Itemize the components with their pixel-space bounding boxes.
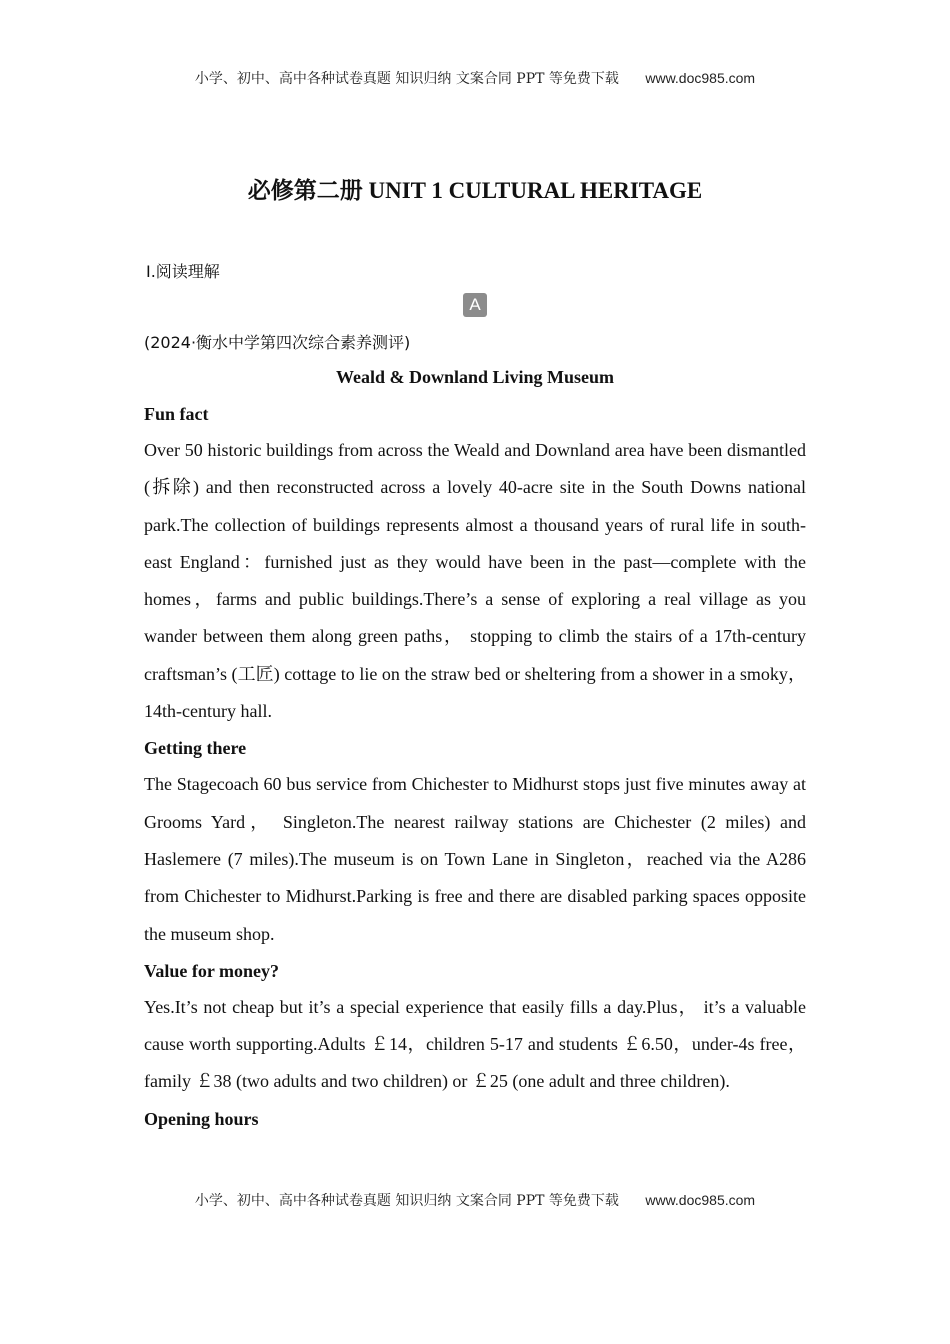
passage-title: Weald & Downland Living Museum	[335, 367, 615, 387]
heading-getting-there: Getting there	[144, 738, 247, 759]
page-footer	[0, 1190, 950, 1210]
passage-badge: A	[463, 293, 487, 317]
page-title: 必修第二册 UNIT 1 CULTURAL HERITAGE	[247, 178, 703, 203]
paragraph-fun-fact: Over 50 historic buildings from across the Weald and Downland area have been dismantled (拆除) and then reconstructed across a lovely 40-acre site in the South Downs national park.The collection of buildings represents almost a thousand years of rural life in south-east England：furnished just as they would have been in the past—complete with the homes，farms and public buildings.There’s a sense of exploring a real village as you wander between them along green paths， stopping to climb the stairs of a 17th-century craftsman’s (工匠) cottage to lie on the straw bed or sheltering from a shower in a smoky，14th-century hall.	[144, 440, 806, 722]
heading-fun-fact: Fun fact	[144, 404, 209, 424]
heading-opening-hours: Opening hours	[144, 1108, 259, 1129]
header-site-link[interactable]: www.doc985.com	[645, 70, 756, 86]
header-text: 小学、初中、高中各种试卷真题 知识归纳 文案合同 PPT 等免费下载	[194, 71, 619, 87]
paragraph-value-for-money: Yes.It’s not cheap but it’s a special experience that easily fills a day.Plus， it’s a valuable cause worth supporting.Adults ￡14，children 5-17 and students ￡6.50，under-4s free， family ￡38 (two adults and two children) or ￡25 (one adult and three children).	[144, 996, 806, 1092]
heading-value-for-money: Value for money?	[144, 960, 279, 981]
paragraph-getting-there: The Stagecoach 60 bus service from Chichester to Midhurst stops just five minutes away at Grooms Yard， Singleton.The nearest railway stations are Chichester (2 miles) and Haslemere (7 miles).The museum is on Town Lane in Singleton，reached via the A286 from Chichester to Midhurst.Parking is free and there are disabled parking spaces opposite the museum shop.	[144, 774, 806, 944]
footer-text: 小学、初中、高中各种试卷真题 知识归纳 文案合同 PPT 等免费下载	[194, 1193, 619, 1209]
footer-site-link[interactable]: www.doc985.com	[645, 1192, 756, 1208]
section-label: Ⅰ.阅读理解	[146, 262, 220, 281]
passage-body	[144, 396, 806, 1137]
page-header	[0, 68, 950, 88]
passage-source: (2024·衡水中学第四次综合素养测评)	[144, 333, 411, 352]
